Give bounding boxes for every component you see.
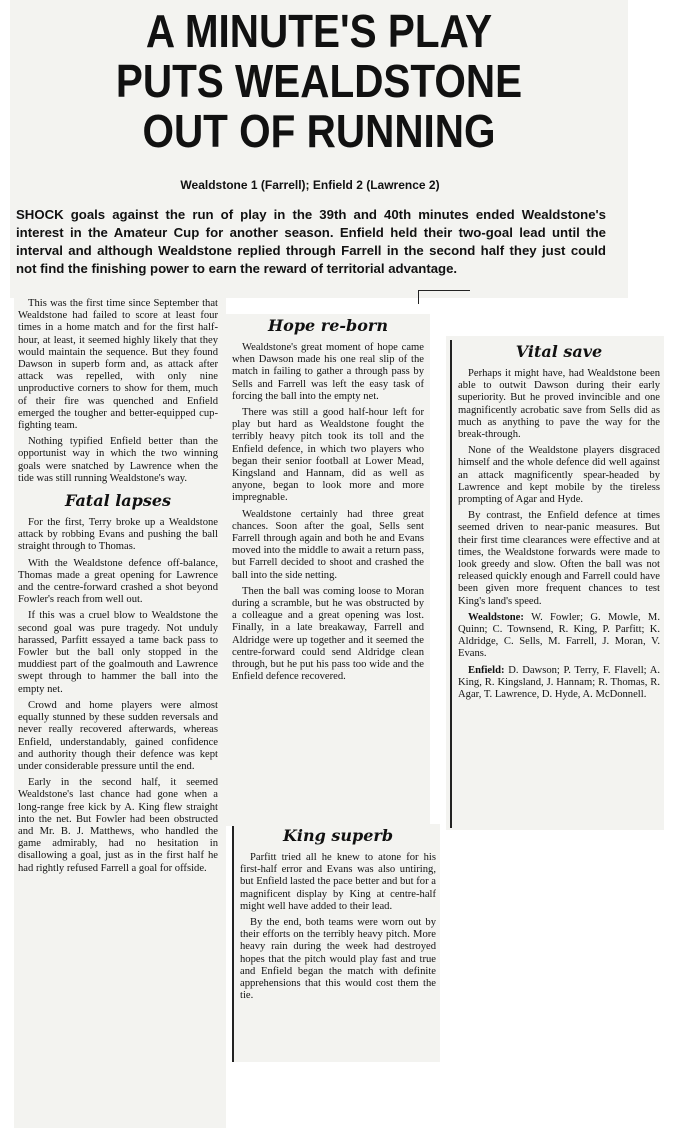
subheading-vital-save: Vital save (515, 342, 603, 361)
article-column-1 (18, 298, 218, 1128)
paragraph: Parfitt tried all he knew to atone for his first-half error and Evans was also untiring, but Enfield lasted the pace better and but for a magnificent display by King at centre-half might well have added to their lead. (240, 852, 436, 912)
paragraph: Nothing typified Enfield better than the opportunist way in which the two winning goals were snatched by Lawrence when the tide was still running Wealdstone's way. (18, 436, 218, 484)
subheading-king-superb: King superb (283, 826, 393, 845)
headline (51, 6, 588, 156)
paragraph: Wealdstone certainly had three great chances. Soon after the goal, Sells sent Farrell through again and both he and Evans moved into the middle to await a return pass, but Farrell decided to shoot and crashed the ball into the side netting. (232, 508, 424, 581)
column-rule (418, 290, 419, 304)
paragraph: This was the first time since September that Wealdstone had failed to score at least four times in a home match and for the first half-hour, at least, it seemed highly likely that they would maintain the sequence. But they found Dawson in superb form and, as attack after attack was repelled, with only nine unproductive corners to show for them, much of their fire was quenched and Enfield emerged the tougher and better-equipped cup-fighting team. (18, 298, 218, 432)
team-lineup-enfield (458, 665, 660, 702)
paragraph: Then the ball was coming loose to Moran during a scramble, but he was obstructed by a colleague and a great opening was lost. Finally, in a late breakaway, Farrell and Aldridge were up together and it seemed the centre-forward could send Aldridge clean through, but he put his pass too wide and the Enfield defence recovered. (232, 585, 424, 683)
paragraph: By contrast, the Enfield defence at times seemed driven to near-panic measures. But their first time clearances were effective and at times, the Wealdstone forwards were made to look greedy and slow. Often the ball was not released quickly enough and Farrell could have been given more frequent chances to test King's land's speed. (458, 510, 660, 607)
paragraph: Crowd and home players were almost equally stunned by these sudden reversals and never really recovered afterwards, whereas Enfield, understandably, gained confidence and authority though their defence was kept under considerable pressure until the end. (18, 699, 218, 772)
article-column-2 (232, 310, 424, 822)
paragraph: Wealdstone's great moment of hope came when Dawson made his one real slip of the match in failing to gather a through pass by Sells and Farrell was left the easy task of forcing the ball into the empty net. (232, 342, 424, 402)
team-label: Wealdstone: (468, 611, 524, 623)
intro-paragraph: SHOCK goals against the run of play in the 39th and 40th minutes ended Wealdstone's interest in the Amateur Cup for another season. Enfield held their two-goal lead until the interval and although Wealdstone replied through Farrell in the second half they just could not find the finishing power to earn the reward of territorial advantage. (16, 207, 606, 276)
paragraph: There was still a good half-hour left for play but hard as Wealdstone fought the terribly heavy pitch took its toll and the Enfield defence, in which two players who began their senior football at Lower Mead, Kingsland and Hannam, did as well as anyone, began to look more and more impregnable. (232, 407, 424, 504)
paragraph: If this was a cruel blow to Wealdstone the second goal was pure tragedy. Not unduly harassed, Parfitt essayed a tame back pass to Fowler but the ball only stopped in the muddiest part of the goalmouth and Lawrence swept through to hammer the ball into the empty net. (18, 610, 218, 695)
paragraph: By the end, both teams were worn out by their efforts on the terribly heavy pitch. More heavy rain during the week had destroyed hopes that the pitch would play fast and true and Enfield began the match with definite apprehensions that this would cost them the tie. (240, 917, 436, 1002)
article-column-3 (458, 336, 660, 828)
headline-line-3: OUT OF RUNNING (142, 105, 496, 157)
paragraph: With the Wealdstone defence off-balance, Thomas made a great opening for Lawrence and the centre-forward crashed a shot beyond Fowler's reach from well out. (18, 557, 218, 606)
team-label: Enfield: (468, 664, 505, 676)
paragraph: None of the Wealdstone players disgraced himself and the whole defence did well against an attack magnificently spear-headed by Lawrence and kept mobile by the tireless prompting of Agar and Hyde. (458, 445, 660, 506)
subheading-hope-reborn: Hope re-born (268, 316, 388, 335)
team-players: D. Dawson; P. Terry, F. Flavell; A. King, R. Kingsland, J. Hannam; R. Thomas, R. Agar, T. Lawrence, D. Hyde, A. McDonnell. (458, 664, 660, 701)
paragraph: Early in the second half, it seemed Wealdstone's last chance had gone when a long-range free kick by A. King flew straight into the net. But Fowler had been obstructed and Mr. B. J. Matthews, who handled the game admirably, had no hesitation in disallowing a goal, just as in the first half he had rightly refused Farrell a goal for offside. (18, 777, 218, 874)
score-line: Wealdstone 1 (Farrell); Enfield 2 (Lawrence 2) (180, 178, 440, 192)
article-column-2b (240, 820, 436, 1060)
headline-line-2: PUTS WEALDSTONE (115, 55, 523, 107)
column-rule (450, 340, 452, 828)
headline-line-1: A MINUTE'S PLAY (145, 5, 493, 57)
subheading-fatal-lapses: Fatal lapses (64, 491, 172, 511)
paragraph: For the first, Terry broke up a Wealdstone attack by robbing Evans and pushing the ball straight through to Thomas. (18, 517, 218, 553)
column-rule (418, 290, 470, 291)
paragraph: Perhaps it might have, had Wealdstone been able to outwit Dawson during their early superiority. But he proved invincible and one magnificently acrobatic save from Sells did as much as anything to pave the way for the break-through. (458, 368, 660, 441)
column-rule (232, 826, 234, 1062)
team-players: W. Fowler; G. Mowle, M. Quinn; C. Townsend, R. King, P. Parfitt; K. Aldridge, C. Sells, M. Farrell, J. Moran, V. Evans. (458, 611, 660, 660)
team-lineup-wealdstone (458, 612, 660, 661)
